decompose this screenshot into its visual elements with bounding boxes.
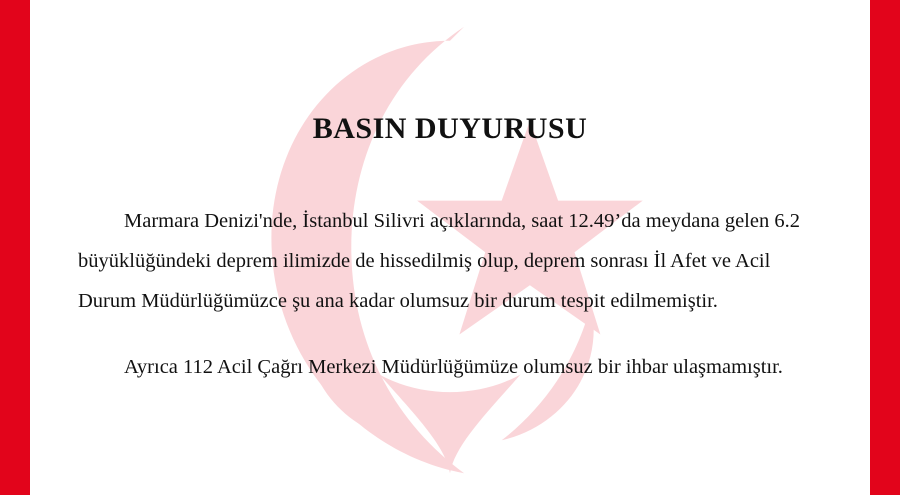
page-title: BASIN DUYURUSU bbox=[312, 112, 588, 145]
left-red-edge-bar bbox=[0, 0, 30, 495]
announcement-paragraph-2: Ayrıca 112 Acil Çağrı Merkezi Müdürlüğümüze olumsuz bir ihbar ulaşmamıştır. bbox=[124, 355, 783, 378]
document-sheet bbox=[30, 0, 870, 495]
right-red-edge-bar bbox=[870, 0, 900, 495]
announcement-paragraph-1: Marmara Denizi'nde, İstanbul Silivri açıklarında, saat 12.49’da meydana gelen 6.2 büyüklüğündeki deprem ilimizde de hissedilmiş olup, deprem sonrası İl Afet ve Acil Durum Müdürlüğümüzce şu ana kadar olumsuz bir durum tespit edilmemiştir. bbox=[78, 210, 800, 312]
document-content bbox=[30, 112, 870, 388]
